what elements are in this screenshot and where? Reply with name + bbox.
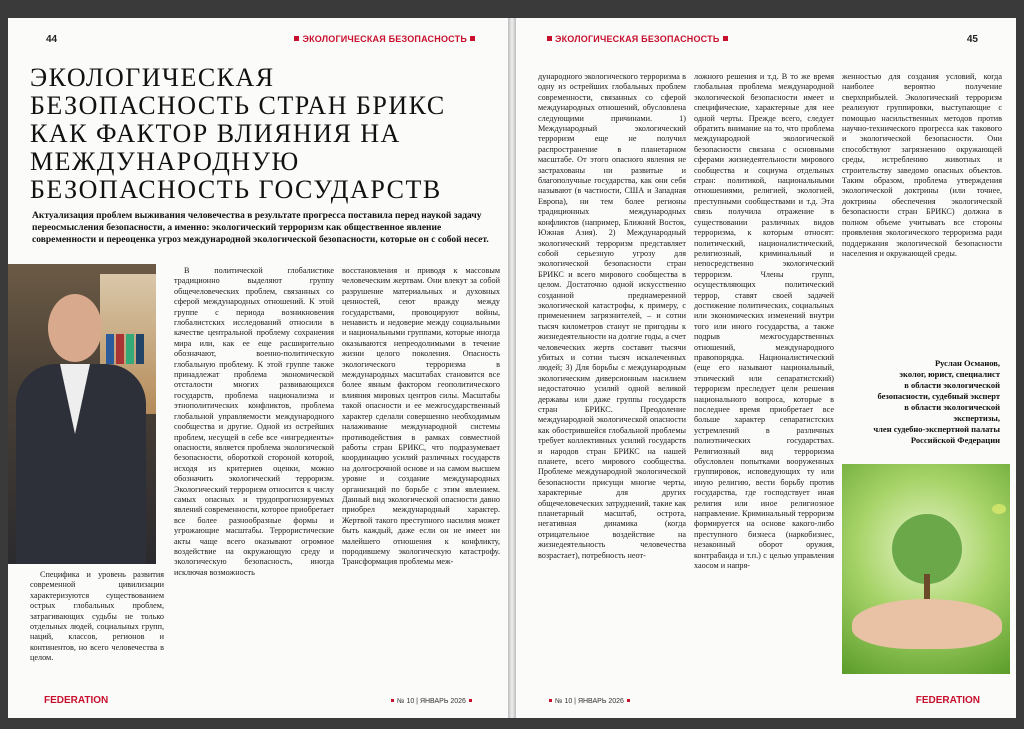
section-label: ЭКОЛОГИЧЕСКАЯ БЕЗОПАСНОСТЬ: [555, 34, 720, 44]
column-3: женностью для создания условий, когда наиболее вероятно получение сверхприбылей. Экологический терроризм реализуют группировки, выступающие с помощью насильственных методов против научно-технического прогресса как такового и экологической безопасности. Они способствуют загрязнению окружающей среды, истреблению животных и строительству заведомо опасных объектов. Таким образом, проблема утверждения экологической доктрины (или точнее, доктрины обеспечения экологической безопасности стран БРИКС) должна в полном объеме учитывать все стороны проявления экологического терроризма ради поддержания экологической безопасности населения и окружающей среды.: [842, 72, 1002, 258]
square-icon: [294, 36, 299, 41]
author-name: Руслан Османов,: [934, 358, 1000, 368]
column-2: В политической глобалистике традиционно выделяют группу общечеловеческих проблем, связанных со сферой международных отношений. К этой группе с периода возникновения глобалистских исследований относили в качестве центральной проблему сохранения мира или, как ее еще расширительно обозначают, военно-политическую глобальную проблему. К этой группе также принадлежат проблема экономической отсталости многих развивающихся государств, проблема национализма и этнополитических конфликтов, проблема глобальной управляемости международного сообщества и другие. Одной из острейших проблем, несущей в себе все «ингредиенты» опасности, является проблема экологической безопасности, обороткой стороной которой, исходя из критериев оценки, можно обозначить экологический терроризм. Экологический терроризм относится к числу самых опасных и трудопрогнозируемых явлений современности, которое приобретает все более разнообразные формы и угрожающие масштабы. Террористические акты чаще всего оказывают огромное воздействие на окружающую среду и экологическую безопасность, иногда исключая возможность: [174, 266, 334, 577]
footer-brand-right: FEDERATION: [915, 695, 980, 706]
author-signature: Руслан Османов, эколог, юрист, специалист в области экологической безопасности, судебный эксперт в области экологической экспертизы, член судебно-экспертной палаты Российской Федерации: [834, 358, 1000, 446]
footer-issue-right: № 10 | ЯНВАРЬ 2026: [546, 698, 633, 705]
left-page: [8, 18, 508, 718]
square-icon: [549, 699, 552, 702]
page-number-left: 44: [46, 34, 58, 45]
section-header-right: [544, 34, 731, 44]
square-icon: [627, 699, 630, 702]
square-icon: [469, 699, 472, 702]
square-icon: [391, 699, 394, 702]
hand: [852, 599, 1002, 649]
section-label: ЭКОЛОГИЧЕСКАЯ БЕЗОПАСНОСТЬ: [302, 34, 467, 44]
right-page: [516, 18, 1016, 718]
article-lead: Актуализация проблем выживания человечества в результате прогресса поставила перед наукой задачу переосмысления безопасности, а именно: экологический терроризм как общественное явление современности и переоценка угроз международной экологической безопасности, которые он с собой несет.: [32, 211, 489, 245]
footer-issue-left: № 10 | ЯНВАРЬ 2026: [388, 698, 475, 705]
section-header-left: [291, 34, 478, 44]
butterfly-icon: [992, 504, 1006, 514]
author-photo: [8, 264, 156, 564]
column-2: ложного решения и т.д. В то же время глобальная проблема международной экологической безопасности имеет и специфические, характерные для нее одной черты. Прежде всего, следует обратить внимание на то, что проблема международной экологической безопасности связана с основными сферами жизнедеятельности мирового сообщества и социума отдельных стран: политикой, национальными отношениями, религией, экологией, преступными сообществами и т.д. Эта связь получила отражение в существовании различных видов терроризма, к которым относят: политический, националистический, религиозный, криминальный и непосредственно экологический терроризм. Члены групп, осуществляющих политический террор, ставят своей задачей достижение политических, социальных или экономических изменений внутри того или иного государства, а также подрыв межгосударственных отношений, международного правопорядка. Националистический (еще его называют национальный, этнический или сепаратистский) терроризм преследует цели решения национального вопроса, которые в последнее время приобретает все больше характер сепаратистских устремлений в различных полиэтнических государствах. Религиозный вид терроризма обусловлен попытками вооруженных группировок, исповедующих ту или иную религию, вести борьбу против государства, где господствует иная религия или иное религиозное направление. Криминальный терроризм формируется на основе какого-либо преступного бизнеса (наркобизнес, незаконный оборот оружия, контрабанда и т.п.) с целью управления хаосом и напря-: [694, 72, 834, 571]
eco-illustration: [842, 464, 1010, 674]
footer-brand-left: FEDERATION: [44, 695, 109, 706]
article-title: ЭКОЛОГИЧЕСКАЯ БЕЗОПАСНОСТЬ СТРАН БРИКС КАК ФАКТОР ВЛИЯНИЯ НА МЕЖДУНАРОДНУЮ БЕЗОПАСНОСТЬ ГОСУДАРСТВ: [30, 63, 446, 204]
square-icon: [547, 36, 552, 41]
column-under-photo: Специфика и уровень развития современной цивилизации характеризуются существованием острых глобальных проблем, затрагивающих судьбы не только отдельных людей, социальных групп, наций, классов, регионов и континентов, но всего человечества в целом.: [30, 570, 164, 663]
head: [48, 294, 102, 362]
spine: [508, 18, 516, 718]
square-icon: [470, 36, 475, 41]
square-icon: [723, 36, 728, 41]
column-3: восстановления и приводя к массовым человеческим жертвам. Они влекут за собой разрушение материальных и духовных ценностей, сеют вражду между государствами, провоцируют войны, ненависть и недоверие между социальными и национальными группами, которые иногда оказываются непреодолимыми в течение жизни целого поколения. Опасность экологического терроризма в международных масштабах становится все более явным фактором геополитического влияния мировых центров силы. Масштабы такой опасности и ее межгосударственный характер сделали совершенно необходимым налаживание международной системы противодействия в рамках совместной работы стран БРИКС, что подразумевает координацию усилий различных государств на долгосрочной основе и на самом высшем уровне и создание международных организаций по борьбе с этим явлением. Данный вид экологической опасности давно приобрел международный характер. Жертвой такого преступного насилия может быть каждый, даже если он не имеет ни малейшего отношения к конфликту, породившему экологическую катастрофу. Трансформация проблемы меж-: [342, 266, 500, 567]
column-1: дународного экологического терроризма в одну из острейших глобальных проблем современности, связанных со сферой международных отношений, обусловлена следующими причинами. 1) Международный экологический терроризм еще не получил распространение в планетарном масштабе. От этого опасного явления не застрахованы ни развитые и благополучные государства, как они себя называют (в частности, США и Западная Европа), ни тем более регионы традиционных международных конфликтов (например, Ближний Восток, Южная Азия). 2) Международный экологический терроризм представляет собой серьезную угрозу для экологической безопасности стран БРИКС и всего мирового сообщества в целом. Достаточно одной искусственно созданной преднамеренной экологической катастрофы, к примеру, с применением загрязнителей, – и сотни тысяч километров станут не пригодны к жизнедеятельности на долгие годы, а счет человеческих жертв составит тысячи убитых и сотни тысяч искалеченных людей; 3) Для борьбы с международным экологическим диверсионным насилием недостаточно усилий одной великой державы или даже группы государств стран БРИКС. Преодоление международной экологической опасности как обострившейся глобальной проблемы требует коллективных усилий государств и народов стран БРИКС на нашей планете, всего мирового сообщества. Проблеме международной экологической безопасности присущи многие черты, характерные для других общечеловеческих затруднений, такие как планетарный масштаб, острота, негативная динамика (когда отрицательное воздействие на жизнедеятельность человечества возрастает), потребность неот-: [538, 72, 686, 560]
page-number-right: 45: [966, 34, 978, 45]
